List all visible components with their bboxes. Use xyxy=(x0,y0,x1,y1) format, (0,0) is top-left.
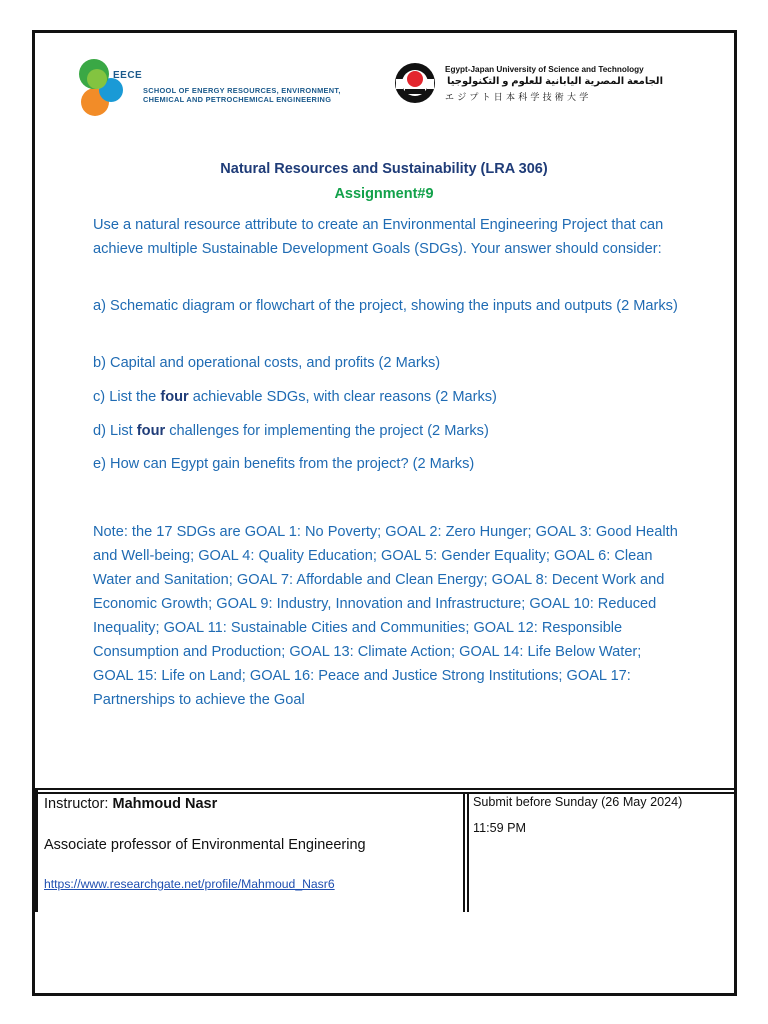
item-d-bold: four xyxy=(136,423,166,439)
item-d-pre: d) List xyxy=(93,423,137,439)
item-c xyxy=(93,385,678,409)
instructor-line xyxy=(44,796,217,812)
intro-paragraph: Use a natural resource attribute to create an Environmental Engineering Project that can achieve multiple Sustainable Development Goals (SDGs). Your answer should consider: xyxy=(93,217,664,257)
table-column-divider xyxy=(463,792,465,912)
school-name-line1: SCHOOL OF ENERGY RESOURCES, ENVIRONMENT, xyxy=(143,86,341,95)
eece-logo xyxy=(47,57,357,147)
item-d xyxy=(93,419,678,443)
eece-logo-icon-lime xyxy=(87,69,107,89)
assignment-title: Assignment#9 xyxy=(334,186,434,202)
school-name-line2: CHEMICAL AND PETROCHEMICAL ENGINEERING xyxy=(143,95,332,104)
sdg-note: Note: the 17 SDGs are GOAL 1: No Poverty; GOAL 2: Zero Hunger; GOAL 3: Good Health and Well-being; GOAL 4: Quality Education; GOAL 5: Gender Equality; GOAL 6: Clean Water and Sanitation; GOAL 7: Affordable and Clean Energy; GOAL 8: Decent Work and Economic Growth; GOAL 9: Industry, Innovation and Infrastructure; GOAL 10: Reduced Inequality; GOAL 11: Sustainable Cities and Communities; GOAL 12: Responsible Consumption and Production; GOAL 13: Climate Action; GOAL 14: Life Below Water; GOAL 15: Life on Land; GOAL 16: Peace and Justice Strong Institutions; GOAL 17: Partnerships to achieve the Goal xyxy=(93,524,678,708)
ejust-logo xyxy=(393,57,683,147)
instructor-label: Instructor: xyxy=(44,796,113,812)
university-name-en: Egypt-Japan University of Science and Technology xyxy=(445,65,644,74)
table-top-border xyxy=(32,788,737,790)
university-name-jp: エジプト日本科学技術大学 xyxy=(445,92,592,102)
instructor-name: Mahmoud Nasr xyxy=(112,796,218,812)
submit-deadline: Submit before Sunday (26 May 2024) xyxy=(473,795,683,809)
table-top-border-inner xyxy=(32,792,737,794)
item-c-bold: four xyxy=(160,389,189,405)
item-b: b) Capital and operational costs, and profits (2 Marks) xyxy=(93,355,441,371)
eece-label: EECE xyxy=(113,70,143,81)
item-a: a) Schematic diagram or flowchart of the project, showing the inputs and outputs (2 Marks) xyxy=(93,298,678,314)
item-e: e) How can Egypt gain benefits from the project? (2 Marks) xyxy=(93,456,475,472)
university-name-ar: الجامعة المصرية اليابانية للعلوم و التكنولوجيا xyxy=(446,76,663,87)
submit-time: 11:59 PM xyxy=(473,821,526,835)
table-left-border xyxy=(35,788,38,912)
course-title: Natural Resources and Sustainability (LRA 306) xyxy=(220,161,548,177)
item-d-post: challenges for implementing the project (2 Marks) xyxy=(165,423,489,439)
item-c-post: achievable SDGs, with clear reasons (2 Marks) xyxy=(188,389,497,405)
table-column-divider-inner xyxy=(467,792,469,912)
instructor-position: Associate professor of Environmental Engineering xyxy=(44,837,366,853)
ejust-emblem-icon xyxy=(393,59,437,109)
researchgate-profile-link[interactable]: https://www.researchgate.net/profile/Mahmoud_Nasr6 xyxy=(44,877,335,891)
item-c-pre: c) List the xyxy=(93,389,161,405)
